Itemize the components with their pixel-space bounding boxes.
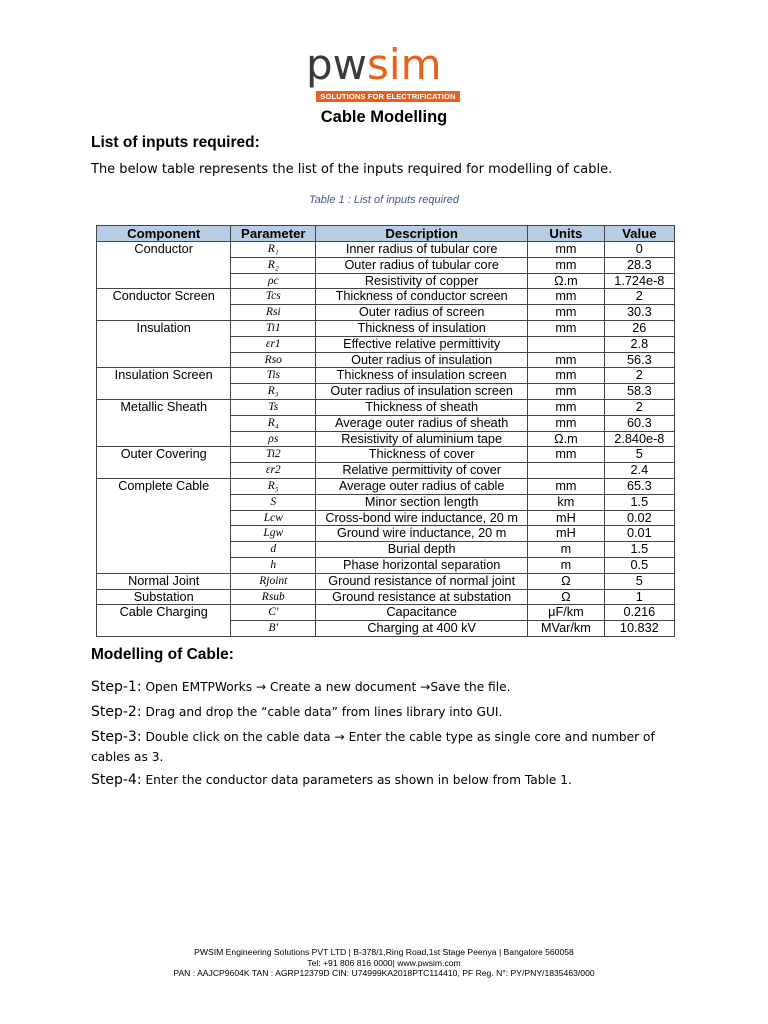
cell-parameter: Ti1 <box>231 320 316 336</box>
cell-parameter: εr2 <box>231 463 316 479</box>
cell-component <box>97 463 231 479</box>
company-logo <box>306 40 462 102</box>
cell-units: Ω.m <box>528 273 605 289</box>
cell-parameter: R₄ <box>231 415 316 431</box>
cell-description: Cross-bond wire inductance, 20 m <box>316 510 528 526</box>
cell-parameter: R₁ <box>231 242 316 258</box>
cell-units: mm <box>528 368 605 384</box>
cell-component <box>97 305 231 321</box>
header-parameter: Parameter <box>231 226 316 242</box>
step-2-label: Step-2: <box>91 704 142 720</box>
step-4-label: Step-4: <box>91 772 142 788</box>
cell-component <box>97 352 231 368</box>
header-description: Description <box>316 226 528 242</box>
header-value: Value <box>604 226 674 242</box>
cell-description: Thickness of cover <box>316 447 528 463</box>
page-footer <box>0 947 768 979</box>
cell-description: Thickness of insulation screen <box>316 368 528 384</box>
table-row <box>97 589 675 605</box>
footer-contact: Tel: +91 806 816 0000| www.pwsim.com <box>307 957 461 968</box>
table-row <box>97 320 675 336</box>
table-row <box>97 463 675 479</box>
cell-parameter: Rjoint <box>231 573 316 589</box>
cell-parameter: Ti2 <box>231 447 316 463</box>
cell-units: Ω <box>528 573 605 589</box>
cell-parameter: Lgw <box>231 526 316 542</box>
cell-units: mm <box>528 352 605 368</box>
cell-description: Resistivity of copper <box>316 273 528 289</box>
cell-description: Thickness of conductor screen <box>316 289 528 305</box>
cell-component: Complete Cable <box>97 478 231 494</box>
logo-tagline: SOLUTIONS FOR ELECTRIFICATION <box>316 91 460 102</box>
cell-parameter: Ts <box>231 399 316 415</box>
table-row <box>97 510 675 526</box>
cell-description: Resistivity of aluminium tape <box>316 431 528 447</box>
cell-description: Average outer radius of cable <box>316 478 528 494</box>
cell-value: 0.02 <box>604 510 674 526</box>
step-3-text: Double click on the cable data → Enter the cable type as single core and number of cables as 3. <box>91 730 655 764</box>
cell-description: Ground wire inductance, 20 m <box>316 526 528 542</box>
table-row <box>97 384 675 400</box>
cell-component: Insulation Screen <box>97 368 231 384</box>
cell-component: Outer Covering <box>97 447 231 463</box>
table-row <box>97 494 675 510</box>
cell-units: mm <box>528 305 605 321</box>
table-row <box>97 415 675 431</box>
cell-value: 2 <box>604 289 674 305</box>
cell-parameter: Rso <box>231 352 316 368</box>
cell-value: 2 <box>604 399 674 415</box>
cell-component: Conductor <box>97 242 231 258</box>
cell-units: mm <box>528 447 605 463</box>
table-row <box>97 605 675 621</box>
cell-parameter: S <box>231 494 316 510</box>
cell-units: Ω <box>528 589 605 605</box>
cell-parameter: Tcs <box>231 289 316 305</box>
table-row <box>97 557 675 573</box>
logo-text-sim: sim <box>367 40 442 89</box>
cell-value: 1.724e-8 <box>604 273 674 289</box>
cell-value: 2.840e-8 <box>604 431 674 447</box>
cell-value: 2.8 <box>604 336 674 352</box>
cell-value: 1 <box>604 589 674 605</box>
cell-units <box>528 336 605 352</box>
table-row <box>97 542 675 558</box>
cell-description: Inner radius of tubular core <box>316 242 528 258</box>
cell-component <box>97 273 231 289</box>
cell-description: Charging at 400 kV <box>316 621 528 637</box>
cell-units: μF/km <box>528 605 605 621</box>
cell-description: Outer radius of tubular core <box>316 257 528 273</box>
cell-value: 65.3 <box>604 478 674 494</box>
cell-parameter: C' <box>231 605 316 621</box>
cell-value: 26 <box>604 320 674 336</box>
cell-parameter: h <box>231 557 316 573</box>
cell-units: mm <box>528 257 605 273</box>
table-row <box>97 526 675 542</box>
cell-units: mm <box>528 320 605 336</box>
cell-value: 2.4 <box>604 463 674 479</box>
cell-units: mm <box>528 242 605 258</box>
logo-text-pw: pw <box>306 40 368 89</box>
cell-parameter: R₃ <box>231 384 316 400</box>
table-row <box>97 352 675 368</box>
cell-value: 60.3 <box>604 415 674 431</box>
cell-value: 5 <box>604 447 674 463</box>
table-row <box>97 242 675 258</box>
table-row <box>97 289 675 305</box>
table-row <box>97 257 675 273</box>
cell-parameter: εr1 <box>231 336 316 352</box>
cell-parameter: Rsi <box>231 305 316 321</box>
cell-value: 1.5 <box>604 494 674 510</box>
step-1-text: Open EMTPWorks → Create a new document →Save the file. <box>145 680 511 694</box>
step-3-label: Step-3: <box>91 729 142 745</box>
step-1 <box>91 677 681 697</box>
cell-component <box>97 494 231 510</box>
cell-description: Phase horizontal separation <box>316 557 528 573</box>
table-row <box>97 431 675 447</box>
cell-description: Thickness of sheath <box>316 399 528 415</box>
cell-units: mH <box>528 510 605 526</box>
step-4-text: Enter the conductor data parameters as shown in below from Table 1. <box>145 773 572 787</box>
cell-units: Ω.m <box>528 431 605 447</box>
table-body <box>97 242 675 637</box>
cell-value: 30.3 <box>604 305 674 321</box>
table-row <box>97 305 675 321</box>
cell-component: Substation <box>97 589 231 605</box>
step-2-text: Drag and drop the “cable data” from lines library into GUI. <box>145 705 503 719</box>
cell-description: Ground resistance of normal joint <box>316 573 528 589</box>
cell-units: mH <box>528 526 605 542</box>
cell-component <box>97 621 231 637</box>
table-row <box>97 478 675 494</box>
cell-units: km <box>528 494 605 510</box>
footer-registration: PAN : AAJCP9604K TAN : AGRP12379D CIN: U74999KA2018PTC114410, PF Reg. N°: PY/PNY/1835463/000 <box>173 968 595 978</box>
cell-value: 28.3 <box>604 257 674 273</box>
table-caption: Table 1 : List of inputs required <box>308 194 460 206</box>
cell-parameter: d <box>231 542 316 558</box>
cell-value: 0.5 <box>604 557 674 573</box>
cell-units: mm <box>528 384 605 400</box>
table-row <box>97 573 675 589</box>
cell-parameter: ρs <box>231 431 316 447</box>
cell-value: 1.5 <box>604 542 674 558</box>
cell-parameter: B' <box>231 621 316 637</box>
cell-parameter: R₅ <box>231 478 316 494</box>
step-2 <box>91 702 681 722</box>
table-row <box>97 621 675 637</box>
cell-value: 0.01 <box>604 526 674 542</box>
table-row <box>97 399 675 415</box>
table-row <box>97 368 675 384</box>
cell-value: 5 <box>604 573 674 589</box>
cell-units: mm <box>528 415 605 431</box>
cell-value: 0.216 <box>604 605 674 621</box>
cell-component: Insulation <box>97 320 231 336</box>
cell-description: Outer radius of insulation screen <box>316 384 528 400</box>
cell-units: mm <box>528 289 605 305</box>
cell-component <box>97 557 231 573</box>
footer-address: PWSIM Engineering Solutions PVT LTD | B-378/1,Ring Road,1st Stage Peenya | Bangalore 560058 <box>194 947 574 957</box>
cell-component <box>97 526 231 542</box>
cell-description: Minor section length <box>316 494 528 510</box>
step-4 <box>91 770 681 790</box>
table-row <box>97 447 675 463</box>
cell-description: Outer radius of insulation <box>316 352 528 368</box>
cell-component <box>97 336 231 352</box>
cell-description: Effective relative permittivity <box>316 336 528 352</box>
header-units: Units <box>528 226 605 242</box>
step-1-label: Step-1: <box>91 679 142 695</box>
cell-description: Outer radius of screen <box>316 305 528 321</box>
cell-description: Relative permittivity of cover <box>316 463 528 479</box>
cell-component: Metallic Sheath <box>97 399 231 415</box>
cell-units: m <box>528 542 605 558</box>
cell-component <box>97 384 231 400</box>
cell-value: 58.3 <box>604 384 674 400</box>
table-header-row <box>97 226 675 242</box>
inputs-intro: The below table represents the list of the inputs required for modelling of cable. <box>91 162 613 177</box>
cell-component: Cable Charging <box>97 605 231 621</box>
modelling-heading: Modelling of Cable: <box>91 646 234 663</box>
cell-component <box>97 510 231 526</box>
cell-parameter: ρc <box>231 273 316 289</box>
cell-units: mm <box>528 478 605 494</box>
inputs-table <box>96 225 675 637</box>
cell-description: Ground resistance at substation <box>316 589 528 605</box>
cell-component <box>97 257 231 273</box>
inputs-heading: List of inputs required: <box>91 134 260 151</box>
cell-units: MVar/km <box>528 621 605 637</box>
cell-units: m <box>528 557 605 573</box>
cell-value: 2 <box>604 368 674 384</box>
cell-units: mm <box>528 399 605 415</box>
table-row <box>97 336 675 352</box>
cell-parameter: Rsub <box>231 589 316 605</box>
cell-units <box>528 463 605 479</box>
cell-parameter: R₂ <box>231 257 316 273</box>
cell-value: 56.3 <box>604 352 674 368</box>
cell-component: Normal Joint <box>97 573 231 589</box>
cell-description: Capacitance <box>316 605 528 621</box>
cell-description: Burial depth <box>316 542 528 558</box>
table-row <box>97 273 675 289</box>
step-3 <box>91 727 681 767</box>
cell-component: Conductor Screen <box>97 289 231 305</box>
cell-component <box>97 542 231 558</box>
cell-component <box>97 431 231 447</box>
cell-component <box>97 415 231 431</box>
document-title: Cable Modelling <box>320 108 448 126</box>
cell-parameter: Lcw <box>231 510 316 526</box>
cell-description: Average outer radius of sheath <box>316 415 528 431</box>
cell-value: 0 <box>604 242 674 258</box>
header-component: Component <box>97 226 231 242</box>
cell-parameter: Tis <box>231 368 316 384</box>
cell-value: 10.832 <box>604 621 674 637</box>
cell-description: Thickness of insulation <box>316 320 528 336</box>
